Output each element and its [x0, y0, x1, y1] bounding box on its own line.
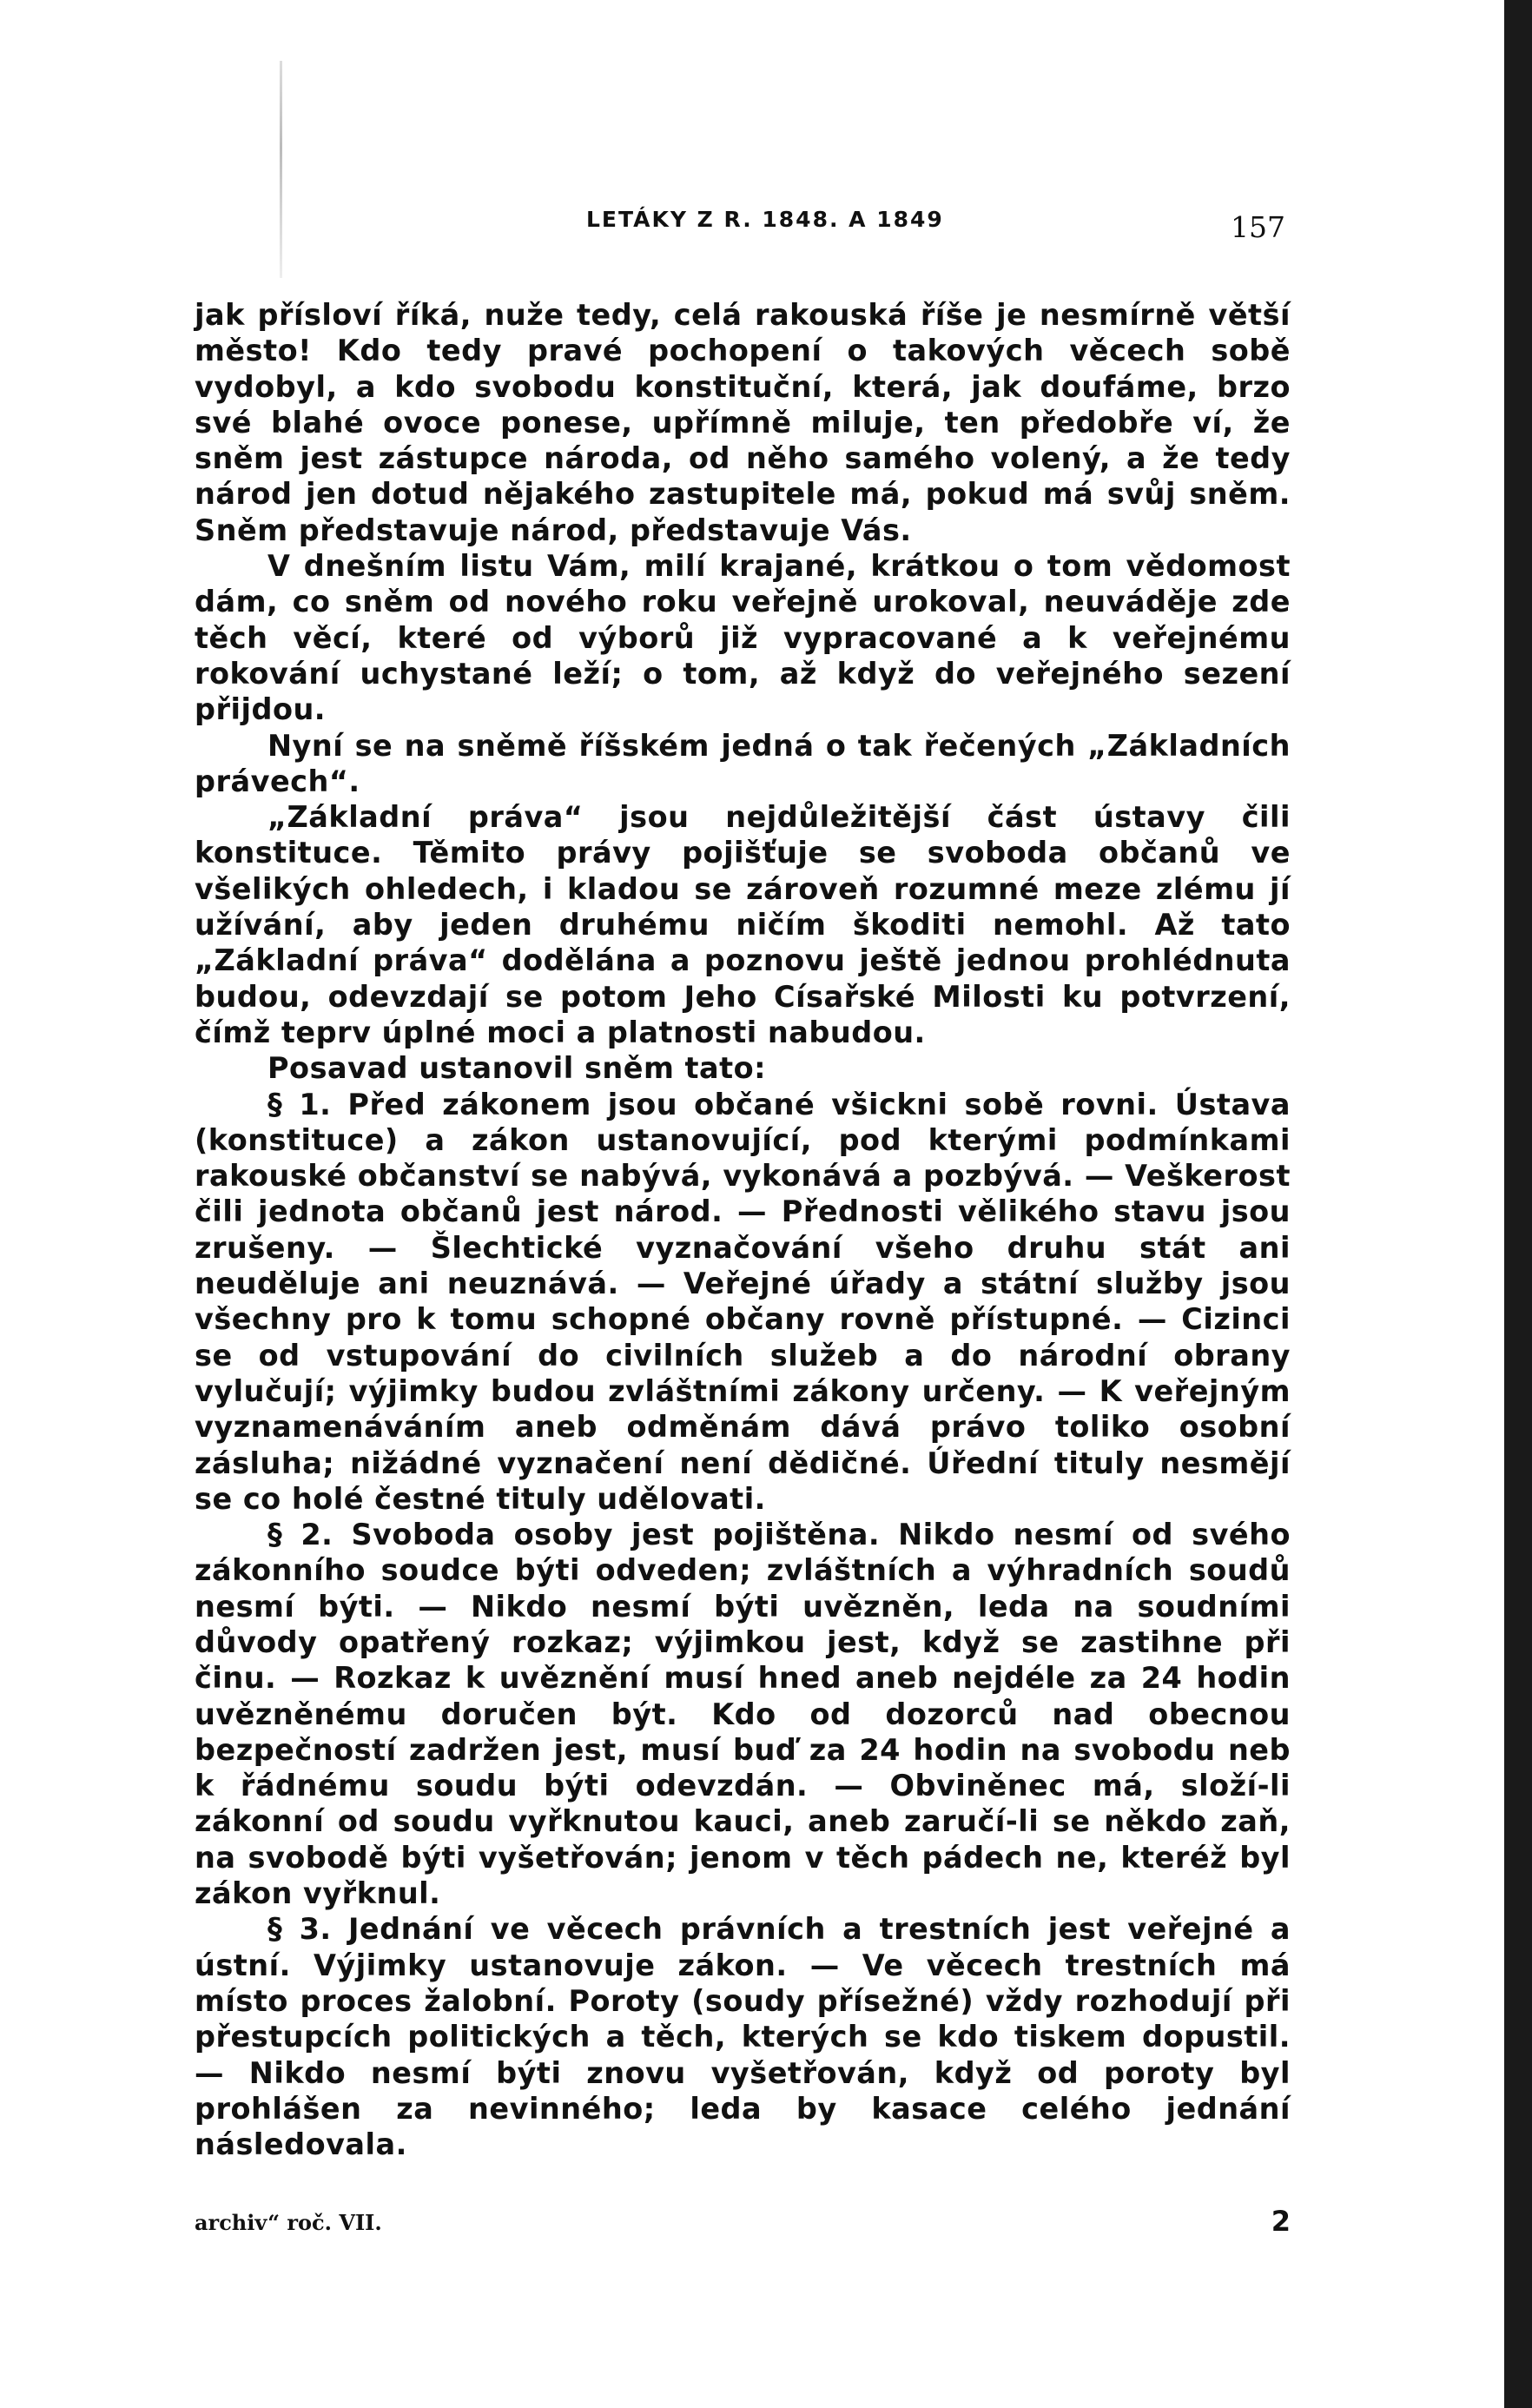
- paragraph-basic-rights: Nyní se na sněmě říšském jedná o tak řečených „Základních právech“.: [195, 728, 1291, 798]
- page-number: 157: [1231, 210, 1285, 244]
- section-3: § 3. Jednání ve věcech právních a trestních jest veřejné a ústní. Výjimky ustanovuje zákon. — Ve věcech trestních má místo proces žalobní. Poroty (soudy přísežné) vždy rozhodují při přestupcích politických a těch, kterých se kdo tiskem dopustil. — Nikdo nesmí býti znovu vyšetřován, když od poroty byl prohlášen za nevinného; leda by kasace celého jednání následovala.: [195, 1912, 1291, 2162]
- body-text: [195, 297, 1291, 2162]
- section-1: § 1. Před zákonem jsou občané všickni sobě rovni. Ústava (konstituce) a zákon ustanovující, pod kterými podmínkami rakouské občanství se nabývá, vykonává a pozbývá. — Veškerost čili jednota občanů jest národ. — Přednosti vělikého stavu jsou zrušeny. — Šlechtické vyznačování všeho druhu stát ani neuděluje ani neuznává. — Veřejné úřady a státní služby jsou všechny pro k tomu schopné občany rovně přístupné. — Cizinci se od vstupování do civilních služeb a do národní obrany vylučují; výjimky budou zvláštními zákony určeny. — K veřejným vyznamenáváním aneb odměnám dává právo toliko osobní zásluha; nižádné vyznačení není dědičné. Úřední tituly nesmějí se co holé čestné tituly udělovati.: [195, 1087, 1291, 1516]
- sheet-number: 2: [1271, 2205, 1291, 2238]
- running-title: LETÁKY Z R. 1848. A 1849: [586, 207, 944, 232]
- paragraph-continuation: jak přísloví říká, nuže tedy, celá rakouská říše je nesmírně větší město! Kdo tedy pravé pochopení o takových věcech sobě vydobyl, a kdo svobodu konstituční, která, jak doufáme, brzo své blahé ovoce ponese, upřímně miluje, ten předobře ví, že sněm jest zástupce národa, od něho samého volený, a že tedy národ jen dotud nějakého zastupitele má, pokud má svůj sněm. Sněm představuje národ, představuje Vás.: [195, 298, 1291, 547]
- scan-border: [1504, 0, 1532, 2408]
- page-footer: [195, 2205, 1291, 2248]
- paragraph-definition: „Základní práva“ jsou nejdůležitější část ústavy čili konstituce. Těmito právy pojišťuje se svoboda občanů ve všelikých ohledech, i kladou se zároveň rozumné meze zlému jí užívání, aby jeden druhému ničím škoditi nemohl. Až tato „Základní práva“ dodělána a poznovu ještě jednou prohlédnuta budou, odevzdají se potom Jeho Císařské Milosti ku potvrzení, čímž teprv úplné moci a platnosti nabudou.: [195, 800, 1291, 1049]
- paragraph-intro: V dnešním listu Vám, milí krajané, krátkou o tom vědomost dám, co sněm od nového roku veřejně urokoval, neuváděje zde těch věcí, které od výborů již vypracované a k veřejnému rokování uchystané leží; o tom, až když do veřejného sezení přijdou.: [195, 549, 1291, 727]
- page-header: [191, 207, 1285, 250]
- section-2: § 2. Svoboda osoby jest pojištěna. Nikdo nesmí od svého zákonního soudce býti odveden; zvláštních a výhradních soudů nesmí býti. — Nikdo nesmí býti uvězněn, leda na soudními důvody opatřený rozkaz; výjimkou jest, když se zastihne při činu. — Rozkaz k uvěznění musí hned aneb nejdéle za 24 hodin uvězněnému doručen být. Kdo od dozorců nad obecnou bezpečností zadržen jest, musí buď za 24 hodin na svobodu neb k řádnému soudu býti odevzdán. — Obviněnec má, složí-li zákonní od soudu vyřknutou kauci, aneb zaručí-li se někdo zaň, na svobodě býti vyšetřován; jenom v těch pádech ne, kteréž byl zákon vyřknul.: [195, 1518, 1291, 1911]
- footer-signature: archiv“ roč. VII.: [195, 2210, 382, 2235]
- paragraph-lead-in: Posavad ustanovil sněm tato:: [267, 1051, 767, 1086]
